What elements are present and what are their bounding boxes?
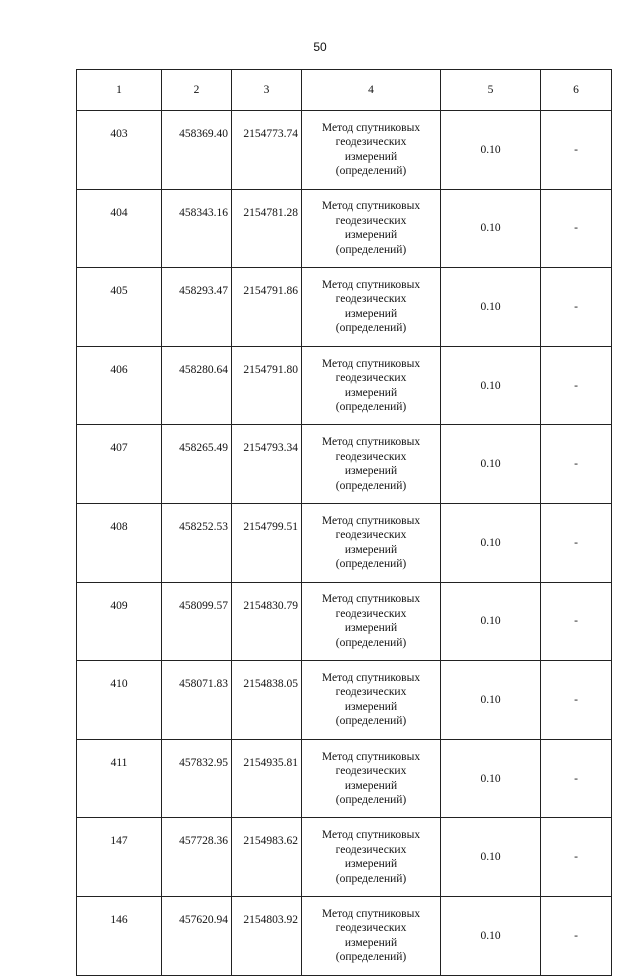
point-id-cell: 410 — [77, 661, 162, 740]
method-line: Метод спутниковых — [321, 829, 421, 842]
table-row — [77, 111, 612, 190]
table-row — [77, 818, 612, 897]
x-coordinate-cell: 458071.83 — [162, 661, 232, 740]
method-line: геодезических — [335, 765, 407, 778]
coordinates-table — [76, 69, 612, 976]
point-id-cell: 403 — [77, 111, 162, 190]
method-line: (определений) — [335, 401, 407, 414]
note-cell: - — [541, 189, 612, 268]
method-line: измерений — [344, 465, 398, 478]
method-line: геодезических — [335, 214, 407, 227]
method-cell — [302, 189, 441, 268]
x-coordinate-cell: 458252.53 — [162, 503, 232, 582]
accuracy-cell: 0.10 — [441, 896, 541, 975]
x-coordinate-cell: 458265.49 — [162, 425, 232, 504]
method-line: Метод спутниковых — [321, 436, 421, 449]
method-cell — [302, 111, 441, 190]
table-row — [77, 268, 612, 347]
x-coordinate-cell: 458293.47 — [162, 268, 232, 347]
y-coordinate-cell: 2154830.79 — [232, 582, 302, 661]
note-cell: - — [541, 346, 612, 425]
method-line: измерений — [344, 779, 398, 792]
method-line: (определений) — [335, 636, 407, 649]
point-id-cell: 407 — [77, 425, 162, 504]
method-line: измерений — [344, 307, 398, 320]
table-body — [77, 70, 612, 976]
header-cell-1: 1 — [77, 70, 162, 111]
x-coordinate-cell: 458099.57 — [162, 582, 232, 661]
method-line: измерений — [344, 386, 398, 399]
header-cell-6: 6 — [541, 70, 612, 111]
table-row — [77, 503, 612, 582]
method-line: (определений) — [335, 715, 407, 728]
header-row — [77, 70, 612, 111]
accuracy-cell: 0.10 — [441, 739, 541, 818]
page-number: 50 — [313, 40, 327, 54]
accuracy-cell: 0.10 — [441, 661, 541, 740]
accuracy-cell: 0.10 — [441, 503, 541, 582]
method-line: (определений) — [335, 243, 407, 256]
method-line: Метод спутниковых — [321, 121, 421, 134]
point-id-cell: 405 — [77, 268, 162, 347]
method-line: Метод спутниковых — [321, 200, 421, 213]
method-line: геодезических — [335, 372, 407, 385]
method-cell — [302, 896, 441, 975]
method-line: Метод спутниковых — [321, 357, 421, 370]
method-line: Метод спутниковых — [321, 750, 421, 763]
method-line: (определений) — [335, 951, 407, 964]
method-line: измерений — [344, 622, 398, 635]
table-row — [77, 346, 612, 425]
x-coordinate-cell: 458280.64 — [162, 346, 232, 425]
table-row — [77, 896, 612, 975]
method-line: Метод спутниковых — [321, 278, 421, 291]
accuracy-cell: 0.10 — [441, 268, 541, 347]
method-line: Метод спутниковых — [321, 514, 421, 527]
point-id-cell: 147 — [77, 818, 162, 897]
method-line: геодезических — [335, 686, 407, 699]
method-line: геодезических — [335, 450, 407, 463]
method-line: (определений) — [335, 794, 407, 807]
note-cell: - — [541, 739, 612, 818]
method-line: геодезических — [335, 293, 407, 306]
method-line: измерений — [344, 858, 398, 871]
y-coordinate-cell: 2154803.92 — [232, 896, 302, 975]
x-coordinate-cell: 458369.40 — [162, 111, 232, 190]
header-cell-5: 5 — [441, 70, 541, 111]
accuracy-cell: 0.10 — [441, 425, 541, 504]
note-cell: - — [541, 111, 612, 190]
table-row — [77, 189, 612, 268]
method-line: измерений — [344, 229, 398, 242]
accuracy-cell: 0.10 — [441, 818, 541, 897]
y-coordinate-cell: 2154781.28 — [232, 189, 302, 268]
table-row — [77, 582, 612, 661]
point-id-cell: 409 — [77, 582, 162, 661]
note-cell: - — [541, 425, 612, 504]
point-id-cell: 406 — [77, 346, 162, 425]
point-id-cell: 146 — [77, 896, 162, 975]
method-cell — [302, 425, 441, 504]
y-coordinate-cell: 2154791.80 — [232, 346, 302, 425]
method-line: измерений — [344, 150, 398, 163]
method-line: измерений — [344, 543, 398, 556]
method-line: геодезических — [335, 136, 407, 149]
y-coordinate-cell: 2154773.74 — [232, 111, 302, 190]
accuracy-cell: 0.10 — [441, 189, 541, 268]
table-row — [77, 425, 612, 504]
header-cell-4: 4 — [302, 70, 441, 111]
accuracy-cell: 0.10 — [441, 582, 541, 661]
method-line: Метод спутниковых — [321, 671, 421, 684]
accuracy-cell: 0.10 — [441, 111, 541, 190]
x-coordinate-cell: 457620.94 — [162, 896, 232, 975]
header-cell-2: 2 — [162, 70, 232, 111]
method-line: Метод спутниковых — [321, 593, 421, 606]
method-line: геодезических — [335, 843, 407, 856]
method-line: (определений) — [335, 872, 407, 885]
y-coordinate-cell: 2154793.34 — [232, 425, 302, 504]
method-line: (определений) — [335, 322, 407, 335]
method-line: геодезических — [335, 607, 407, 620]
table-row — [77, 661, 612, 740]
method-cell — [302, 661, 441, 740]
y-coordinate-cell: 2154935.81 — [232, 739, 302, 818]
header-cell-3: 3 — [232, 70, 302, 111]
note-cell: - — [541, 818, 612, 897]
method-line: (определений) — [335, 165, 407, 178]
method-cell — [302, 346, 441, 425]
method-line: (определений) — [335, 558, 407, 571]
method-line: измерений — [344, 700, 398, 713]
note-cell: - — [541, 268, 612, 347]
x-coordinate-cell: 457832.95 — [162, 739, 232, 818]
y-coordinate-cell: 2154791.86 — [232, 268, 302, 347]
method-line: Метод спутниковых — [321, 907, 421, 920]
x-coordinate-cell: 458343.16 — [162, 189, 232, 268]
method-line: геодезических — [335, 529, 407, 542]
method-line: измерений — [344, 936, 398, 949]
note-cell: - — [541, 503, 612, 582]
y-coordinate-cell: 2154838.05 — [232, 661, 302, 740]
y-coordinate-cell: 2154799.51 — [232, 503, 302, 582]
point-id-cell: 404 — [77, 189, 162, 268]
point-id-cell: 408 — [77, 503, 162, 582]
y-coordinate-cell: 2154983.62 — [232, 818, 302, 897]
point-id-cell: 411 — [77, 739, 162, 818]
note-cell: - — [541, 661, 612, 740]
method-line: (определений) — [335, 479, 407, 492]
method-cell — [302, 818, 441, 897]
note-cell: - — [541, 896, 612, 975]
accuracy-cell: 0.10 — [441, 346, 541, 425]
method-line: геодезических — [335, 922, 407, 935]
note-cell: - — [541, 582, 612, 661]
method-cell — [302, 582, 441, 661]
x-coordinate-cell: 457728.36 — [162, 818, 232, 897]
method-cell — [302, 739, 441, 818]
method-cell — [302, 268, 441, 347]
table-row — [77, 739, 612, 818]
method-cell — [302, 503, 441, 582]
